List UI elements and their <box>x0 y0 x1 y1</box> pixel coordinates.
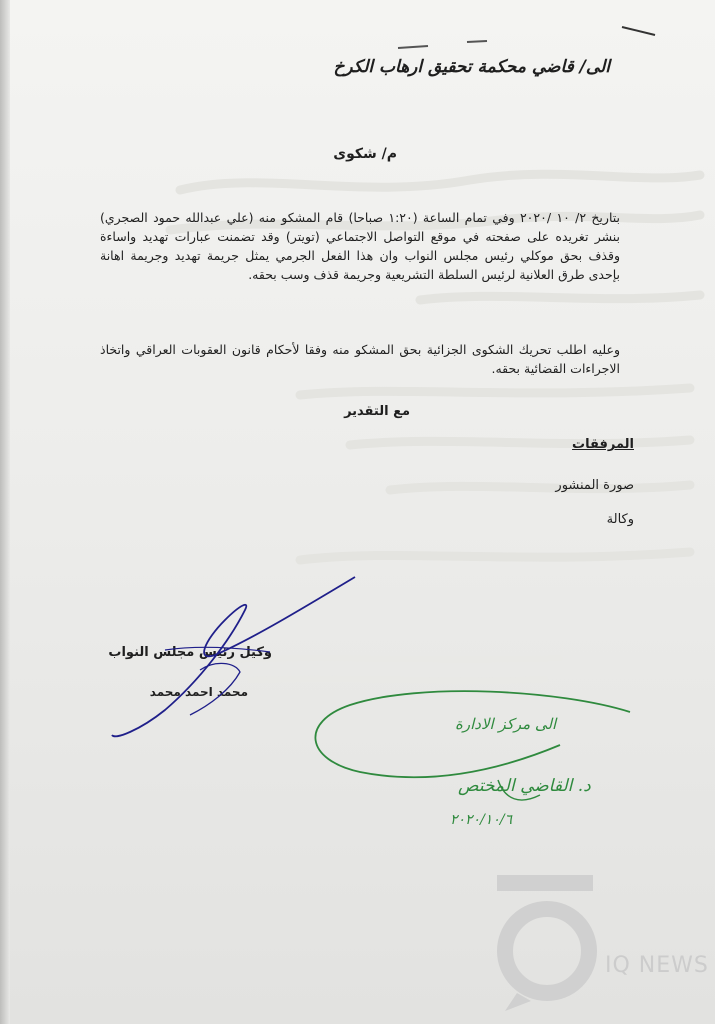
closing-regards: مع التقدير <box>344 404 410 419</box>
subject-line: م/ شكوى <box>333 146 397 162</box>
attachment-item: صورة المنشور <box>555 478 634 493</box>
watermark-brand: IQ NEWS <box>605 953 709 978</box>
annotation-line: الى مركز الادارة <box>455 715 557 733</box>
signatory-title: وكيل رئيس مجلس النواب <box>108 645 272 660</box>
annotation-date: ٢٠٢٠/١٠/٦ <box>450 812 513 828</box>
iq-news-logo-icon <box>487 873 607 1013</box>
attachment-item: وكالة <box>606 512 634 527</box>
page-left-edge <box>0 0 10 1024</box>
annotation-line: د. القاضي المختص <box>458 776 591 796</box>
addressee: الى/ قاضي محكمة تحقيق ارهاب الكرخ <box>333 57 610 77</box>
complaint-paragraph: بتاريخ ٢/ ١٠ /٢٠٢٠ وفي تمام الساعة (١:٢٠ صباحا) قام المشكو منه (علي عبدالله حمود الصجري) بنشر تغريده على صفحته في موقع التواصل الاجتماعي (تويتر) وقد تضمنت عبارات تهديد واساءة وقذف بحق موكلي رئيس مجلس النواب وان هذا الفعل الجرمي يمثل جريمة تهديد وجريمة اهانة بإحدى طرق العلانية لرئيس السلطة التشريعية وجريمة قذف وسب بحقه. <box>100 210 621 282</box>
request-paragraph: وعليه اطلب تحريك الشكوى الجزائية بحق المشكو منه وفقا لأحكام قانون العقوبات العراقي واتخاذ الاجراءات القضائية بحقه. <box>100 342 620 376</box>
signatory-name: محمد احمد محمد <box>149 685 248 699</box>
attachments-heading: المرفقات <box>572 437 634 452</box>
